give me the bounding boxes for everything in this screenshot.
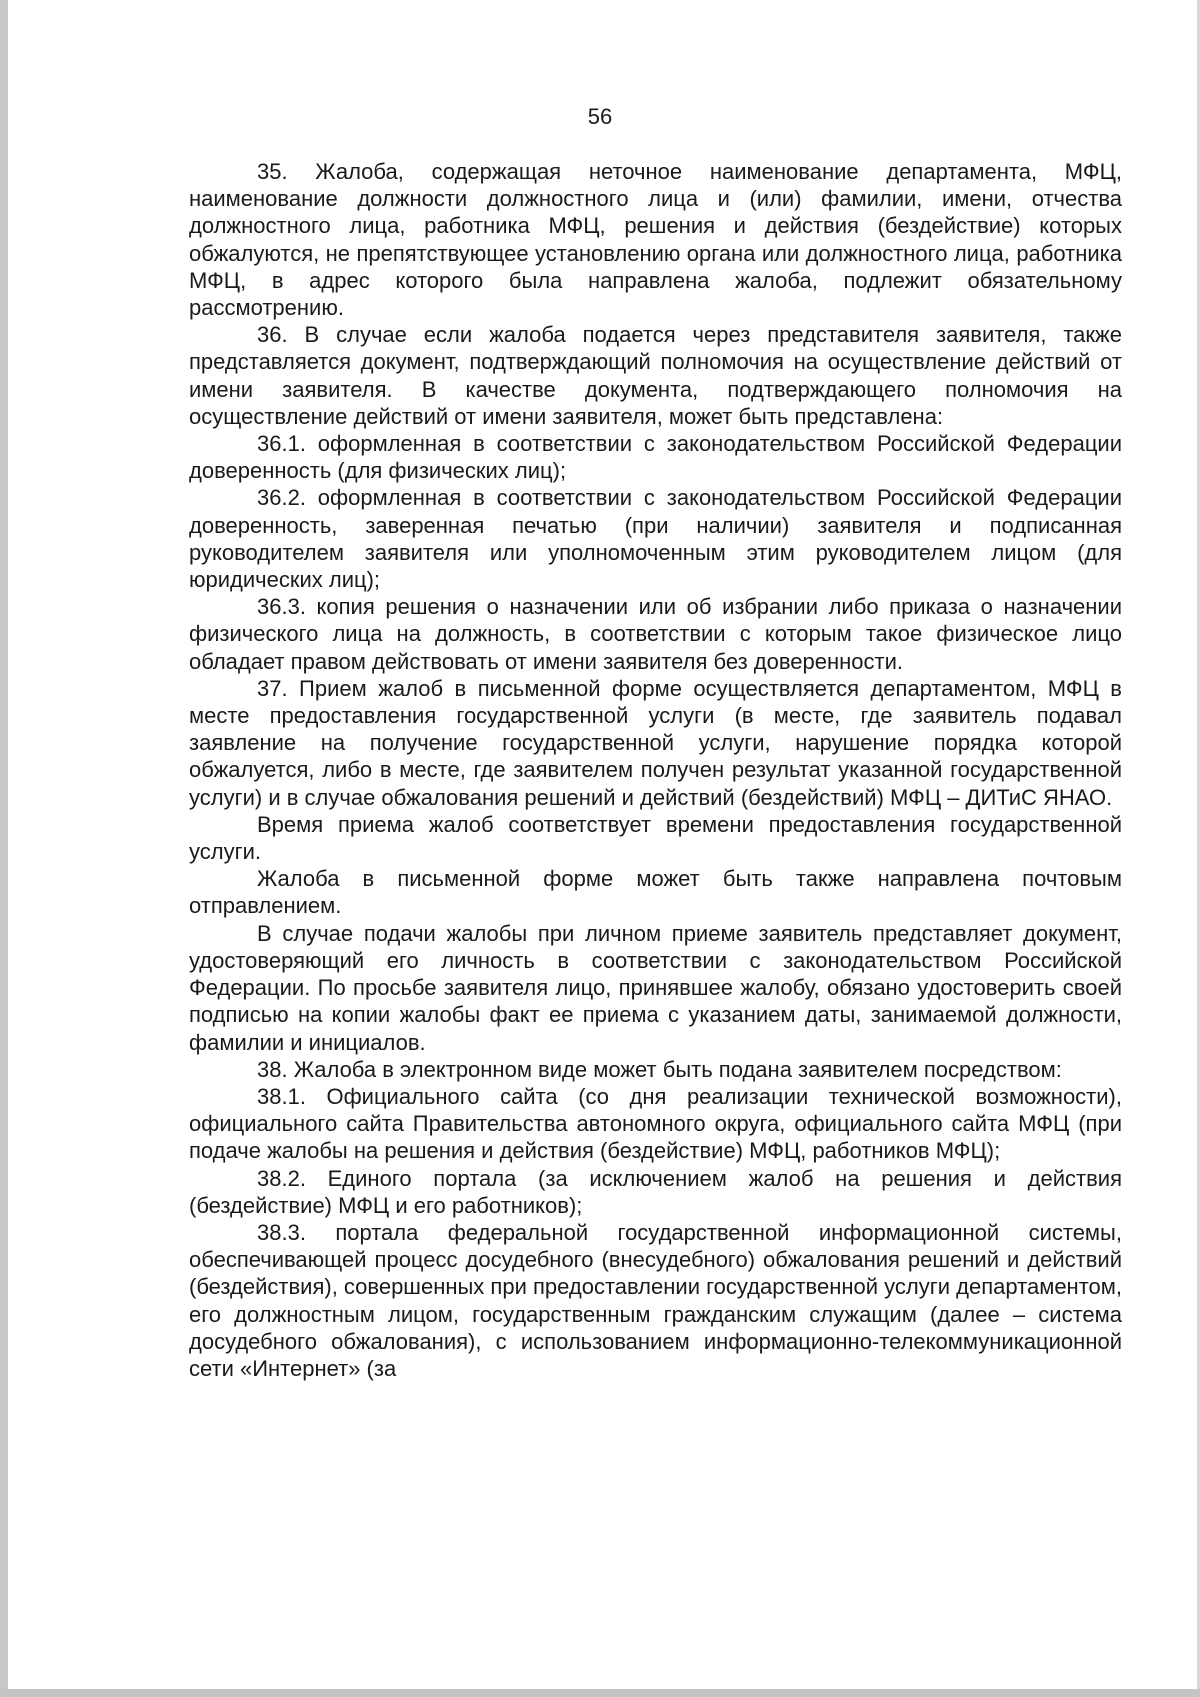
scan-edge-left bbox=[0, 0, 8, 1697]
scan-edge-bottom bbox=[0, 1689, 1200, 1697]
paragraph-36-2: 36.2. оформленная в соответствии с законодательством Российской Федерации доверенность, заверенная печатью (при наличии) заявителя и подписанная руководителем заявителя или уполномоченным этим руководителем лицом (для юридических лиц); bbox=[189, 485, 1122, 593]
paragraph-postal-submission: Жалоба в письменной форме может быть также направлена почтовым отправлением. bbox=[189, 866, 1122, 919]
paragraph-38-2: 38.2. Единого портала (за исключением жалоб на решения и действия (бездействие) МФЦ и его работников); bbox=[189, 1165, 1122, 1218]
paragraph-reception-time: Время приема жалоб соответствует времени предоставления государственной услуги. bbox=[189, 811, 1122, 865]
paragraph-38-1: 38.1. Официального сайта (со дня реализации технической возможности), официального сайта Правительства автономного округа, официального сайта МФЦ (при подаче жалобы на решения и действия (бездействие) МФЦ, работников МФЦ); bbox=[189, 1083, 1122, 1164]
paragraph-38: 38. Жалоба в электронном виде может быть подана заявителем посредством: bbox=[257, 1056, 1062, 1082]
paragraph-37: 37. Прием жалоб в письменной форме осуществляется департаментом, МФЦ в месте предоставления государственной услуги (в месте, где заявитель подавал заявление на получение государственной услуги, нарушение порядка которой обжалуется, либо в месте, где заявителем получен результат указанной государственной услуги) и в случае обжалования решений и действий (бездействий) МФЦ – ДИТиС ЯНАО. bbox=[189, 675, 1122, 810]
paragraph-38-3: 38.3. портала федеральной государственной информационной системы, обеспечивающей процесс досудебного (внесудебного) обжалования решений и действий (бездействия), совершенных при предоставлении государственной услуги департаментом, его должностным лицом, государственным гражданским служащим (далее – система досудебного обжалования), с использованием информационно-телекоммуникационной сети «Интернет» (за bbox=[189, 1219, 1123, 1381]
paragraph-36: 36. В случае если жалоба подается через представителя заявителя, также представляется документ, подтверждающий полномочия на осуществление действий от имени заявителя. В качестве документа, подтверждающего полномочия на осуществление действий от имени заявителя, может быть представлена: bbox=[189, 322, 1122, 429]
paragraph-36-3: 36.3. копия решения о назначении или об избрании либо приказа о назначении физического лица на должность, в соответствии с которым такое физическое лицо обладает правом действовать от имени заявителя без доверенности. bbox=[189, 594, 1122, 674]
paragraph-personal-reception: В случае подачи жалобы при личном приеме заявитель представляет документ, удостоверяющий его личность в соответствии с законодательством Российской Федерации. По просьбе заявителя лицо, принявшее жалобу, обязано удостоверить своей подписью на копии жалобы факт ее приема с указанием даты, занимаемой должности, фамилии и инициалов. bbox=[189, 920, 1122, 1055]
page-number: 56 bbox=[587, 104, 613, 129]
paragraph-35: 35. Жалоба, содержащая неточное наименование департамента, МФЦ, наименование должности должностного лица и (или) фамилии, имени, отчества должностного лица, работника МФЦ, решения и действия (бездействие) которых обжалуются, не препятствующее установлению органа или должностного лица, работника МФЦ, в адрес которого была направлена жалоба, подлежит обязательному рассмотрению. bbox=[189, 159, 1122, 321]
paragraph-36-1: 36.1. оформленная в соответствии с законодательством Российской Федерации доверенность (для физических лиц); bbox=[189, 431, 1122, 484]
document-body bbox=[189, 158, 1122, 1382]
